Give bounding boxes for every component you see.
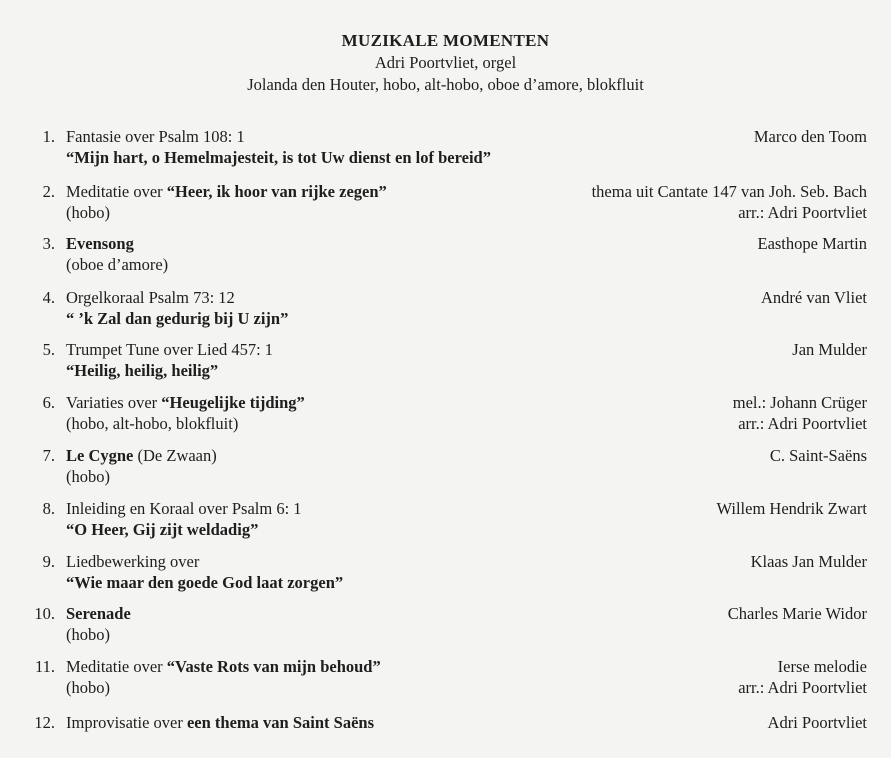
- track-number: 7.: [42, 446, 55, 465]
- composer: thema uit Cantate 147 van Joh. Seb. Bach: [591, 182, 867, 201]
- header: [0, 30, 891, 96]
- track-title-text: Trumpet Tune over Lied 457: 1: [66, 340, 274, 359]
- track-title-line: [66, 181, 387, 202]
- album-title: MUZIKALE MOMENTEN: [341, 31, 550, 50]
- composer: C. Saint-Saëns: [769, 446, 867, 465]
- track-credit: [738, 656, 867, 698]
- track-title-line: [66, 445, 217, 466]
- track-title-line: [66, 339, 273, 360]
- composer: Marco den Toom: [753, 127, 867, 146]
- track-number: 5.: [42, 340, 55, 359]
- track-title-block: [66, 603, 131, 645]
- track-title-block: [66, 126, 491, 168]
- track-title-bold: Le Cygne: [66, 446, 134, 465]
- track-title-bold: “Heugelijke tijding”: [161, 393, 305, 412]
- track-hymn-title: “Mijn hart, o Hemelmajesteit, is tot Uw dienst en lof bereid”: [66, 148, 491, 167]
- track-instrument: (oboe d’amore): [66, 255, 169, 274]
- track-number: 1.: [42, 127, 55, 146]
- track-credit: [728, 603, 867, 624]
- track-title-line: [66, 551, 343, 572]
- composer: Klaas Jan Mulder: [750, 552, 867, 571]
- track-title-text: Meditatie over: [66, 182, 167, 201]
- track-title-block: [66, 445, 217, 487]
- track-title-block: [66, 498, 302, 540]
- track-title-text: Variaties over: [66, 393, 162, 412]
- track-hymn-title: “ ’k Zal dan gedurig bij U zijn”: [66, 309, 289, 328]
- track-instrument: (hobo): [66, 625, 110, 644]
- track-title-bold: “Vaste Rots van mijn behoud”: [166, 657, 381, 676]
- track-title-line: [66, 603, 131, 624]
- track-title-bold: Evensong: [66, 234, 134, 253]
- track-title-line: [66, 126, 491, 147]
- track-title-line: [66, 712, 374, 733]
- arranger: arr.: Adri Poortvliet: [738, 678, 867, 697]
- track-title-text: Improvisatie over: [66, 713, 187, 732]
- track-number: 6.: [42, 393, 55, 412]
- track-instrument: (hobo): [66, 203, 110, 222]
- track-title-line: [66, 498, 302, 519]
- track-title-text: Liedbewerking over: [66, 552, 200, 571]
- arranger: arr.: Adri Poortvliet: [738, 414, 867, 433]
- track-number: 9.: [42, 552, 55, 571]
- track-title-block: [66, 287, 288, 329]
- track-number: 2.: [42, 182, 55, 201]
- composer: Adri Poortvliet: [767, 713, 867, 732]
- track-title-bold: een thema van Saint Saëns: [186, 713, 374, 732]
- track-hymn-title: “Heilig, heilig, heilig”: [66, 361, 219, 380]
- track-number: 10.: [34, 604, 55, 623]
- composer: mel.: Johann Crüger: [732, 393, 867, 412]
- performer-oboe: Jolanda den Houter, hobo, alt-hobo, oboe d’amore, blokfluit: [247, 75, 644, 94]
- track-title-text: (De Zwaan): [133, 446, 217, 465]
- track-credit: [592, 181, 867, 223]
- track-number: 4.: [42, 288, 55, 307]
- track-credit: [757, 233, 867, 254]
- track-title-line: [66, 392, 305, 413]
- track-hymn-title: “O Heer, Gij zijt weldadig”: [66, 520, 259, 539]
- track-credit: [792, 339, 867, 360]
- track-title-text: Fantasie over Psalm 108: 1: [66, 127, 245, 146]
- composer: Ierse melodie: [777, 657, 867, 676]
- composer: Charles Marie Widor: [727, 604, 867, 623]
- track-hymn-title: “Wie maar den goede God laat zorgen”: [66, 573, 344, 592]
- track-title-line: [66, 287, 288, 308]
- track-title-bold: Serenade: [66, 604, 131, 623]
- track-title-line: [66, 233, 168, 254]
- track-title-text: Meditatie over: [66, 657, 167, 676]
- track-title-block: [66, 233, 168, 275]
- track-instrument: (hobo): [66, 678, 110, 697]
- track-number: 12.: [34, 713, 55, 732]
- arranger: arr.: Adri Poortvliet: [738, 203, 867, 222]
- track-title-line: [66, 656, 381, 677]
- track-title-text: Orgelkoraal Psalm 73: 12: [66, 288, 235, 307]
- track-title-block: [66, 551, 343, 593]
- performer-organ: Adri Poortvliet, orgel: [374, 53, 517, 72]
- track-title-block: [66, 712, 374, 733]
- track-credit: [770, 445, 867, 466]
- track-title-block: [66, 181, 387, 223]
- track-credit: [716, 498, 867, 519]
- track-title-block: [66, 339, 273, 381]
- track-number: 3.: [42, 234, 55, 253]
- composer: Jan Mulder: [792, 340, 867, 359]
- track-number: 11.: [34, 657, 55, 676]
- track-title-block: [66, 392, 305, 434]
- track-title-bold: “Heer, ik hoor van rijke zegen”: [166, 182, 387, 201]
- track-title-block: [66, 656, 381, 698]
- track-credit: [751, 551, 867, 572]
- composer: André van Vliet: [760, 288, 867, 307]
- composer: Easthope Martin: [757, 234, 867, 253]
- track-credit: [768, 712, 867, 733]
- track-credit: [761, 287, 867, 308]
- track-credit: [754, 126, 867, 147]
- composer: Willem Hendrik Zwart: [716, 499, 867, 518]
- track-instrument: (hobo): [66, 467, 110, 486]
- track-credit: [733, 392, 867, 434]
- track-instrument: (hobo, alt-hobo, blokfluit): [66, 414, 239, 433]
- track-title-text: Inleiding en Koraal over Psalm 6: 1: [66, 499, 302, 518]
- track-number: 8.: [42, 499, 55, 518]
